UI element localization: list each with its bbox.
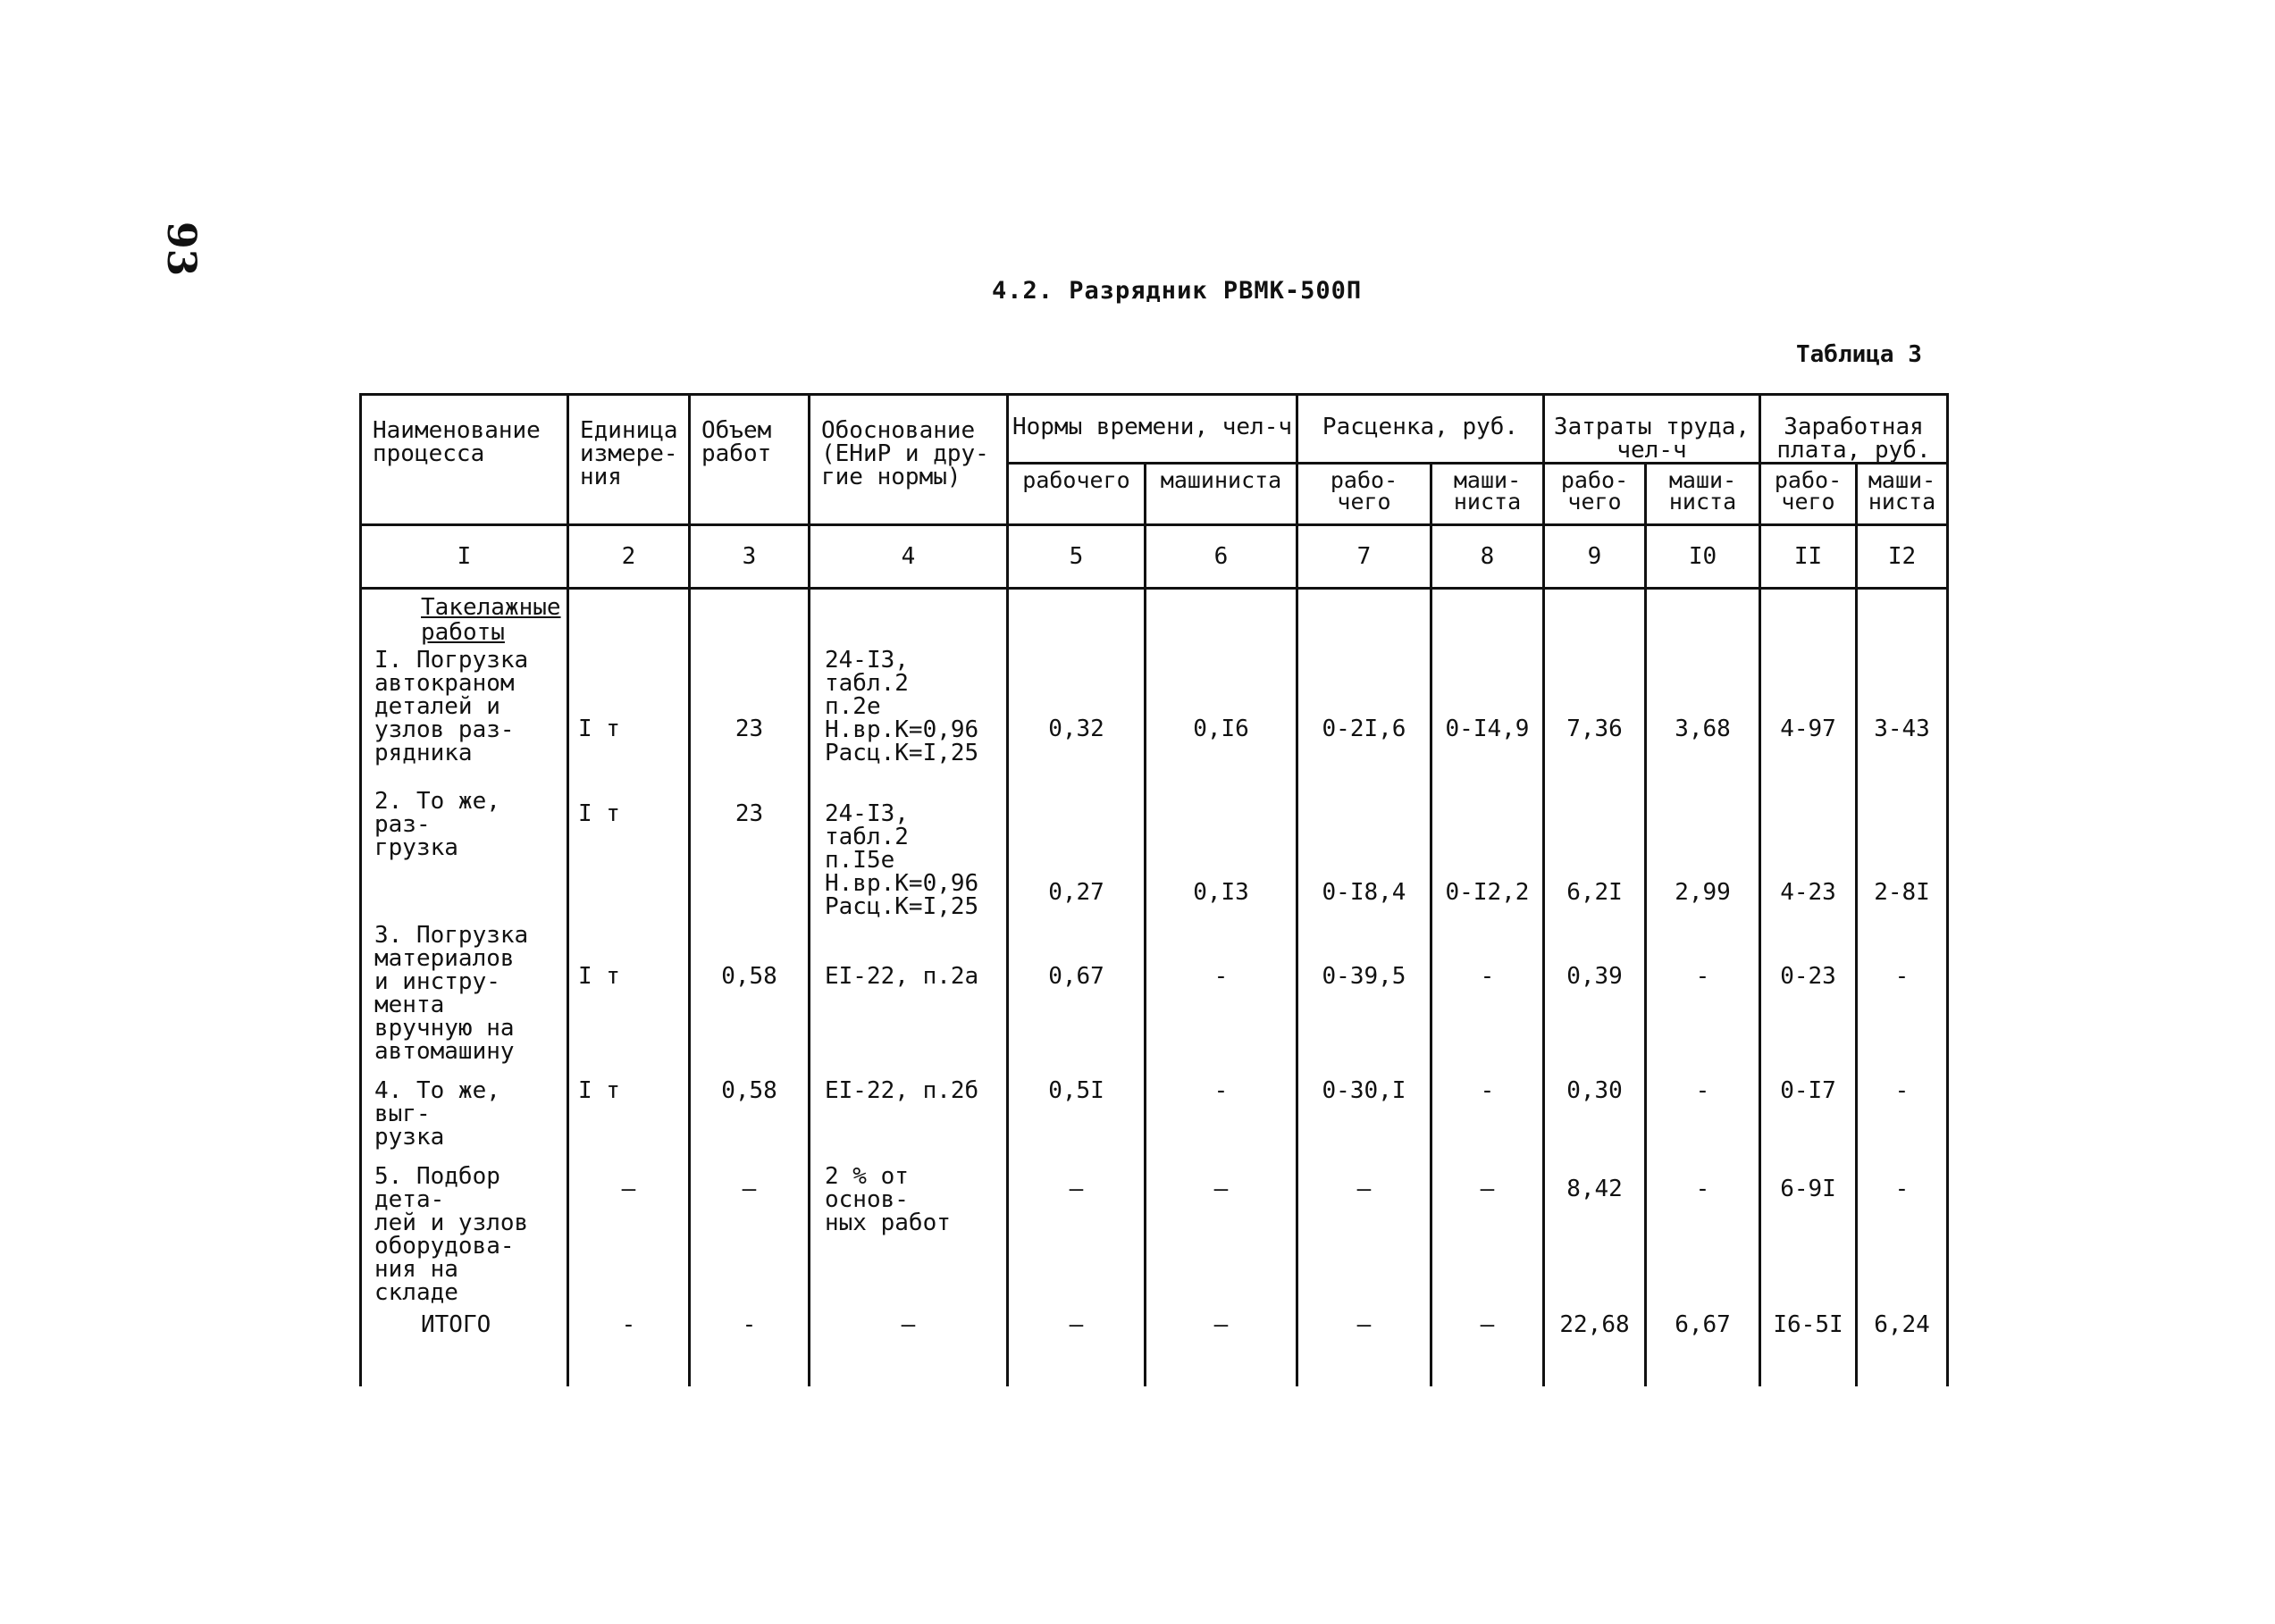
total-label: ИТОГО	[361, 1304, 568, 1386]
sub-rate-machinist: маши- ниста	[1431, 464, 1544, 525]
labor-worker-cell: 6,2I	[1544, 774, 1646, 924]
time-machinist-cell: -	[1146, 1067, 1297, 1149]
wage-worker-cell: 0-I7	[1760, 1067, 1857, 1149]
col-num: 5	[1008, 525, 1146, 589]
wage-machinist-cell: -	[1857, 924, 1948, 1067]
total-unit: -	[568, 1304, 690, 1386]
time-machinist-cell: -	[1146, 924, 1297, 1067]
volume-cell: 0,58	[690, 1067, 810, 1149]
total-rate-worker: –	[1297, 1304, 1431, 1386]
process-name: 5. Подбор дета- лей и узлов оборудова- ния на складе	[361, 1149, 568, 1304]
total-rate-machinist: –	[1431, 1304, 1544, 1386]
col-num: I2	[1857, 525, 1948, 589]
wage-machinist-cell: 3-43	[1857, 649, 1948, 774]
basis-cell: 2 % от основ- ных работ	[810, 1149, 1008, 1304]
rate-worker-cell: –	[1297, 1149, 1431, 1304]
col-num: 6	[1146, 525, 1297, 589]
wage-worker-cell: 0-23	[1760, 924, 1857, 1067]
labor-worker-cell: 7,36	[1544, 649, 1646, 774]
basis-cell: ЕI-22, п.2а	[810, 924, 1008, 1067]
total-wage-machinist: 6,24	[1857, 1304, 1948, 1386]
header-unit: Единица измере- ния	[568, 395, 690, 525]
rate-worker-cell: 0-2I,6	[1297, 649, 1431, 774]
labor-machinist-cell: -	[1646, 1067, 1760, 1149]
labor-machinist-cell: -	[1646, 1149, 1760, 1304]
time-worker-cell: 0,5I	[1008, 1067, 1146, 1149]
col-num: I0	[1646, 525, 1760, 589]
total-time-machinist: –	[1146, 1304, 1297, 1386]
header-labor: Затраты труда, чел-ч	[1544, 395, 1760, 464]
rate-machinist-cell: –	[1431, 1149, 1544, 1304]
rate-machinist-cell: -	[1431, 1067, 1544, 1149]
col-num: 2	[568, 525, 690, 589]
table-label: Таблица 3	[1796, 341, 1922, 368]
section-row	[361, 589, 1948, 649]
header-row-groups	[361, 395, 1948, 464]
header-rates: Расценка, руб.	[1297, 395, 1544, 464]
time-worker-cell: –	[1008, 1149, 1146, 1304]
total-wage-worker: I6-5I	[1760, 1304, 1857, 1386]
col-num: 9	[1544, 525, 1646, 589]
total-volume: -	[690, 1304, 810, 1386]
basis-cell: 24-I3, табл.2 п.I5е Н.вр.К=0,96 Расц.К=I,25	[810, 774, 1008, 924]
volume-cell: 23	[690, 774, 810, 924]
header-basis: Обоснование (ЕНиР и дру- гие нормы)	[810, 395, 1008, 525]
unit-cell: I т	[568, 649, 690, 774]
sub-time-worker: рабочего	[1008, 464, 1146, 525]
table-row	[361, 1067, 1948, 1149]
volume-cell: 0,58	[690, 924, 810, 1067]
table-row	[361, 924, 1948, 1067]
time-machinist-cell: –	[1146, 1149, 1297, 1304]
column-numbers-row	[361, 525, 1948, 589]
time-machinist-cell: 0,I6	[1146, 649, 1297, 774]
process-name: 2. То же, раз- грузка	[361, 774, 568, 924]
labor-machinist-cell: -	[1646, 924, 1760, 1067]
col-num: 4	[810, 525, 1008, 589]
total-row	[361, 1304, 1948, 1386]
time-machinist-cell: 0,I3	[1146, 774, 1297, 924]
unit-cell: –	[568, 1149, 690, 1304]
labor-machinist-cell: 2,99	[1646, 774, 1760, 924]
sub-labor-worker: рабо- чего	[1544, 464, 1646, 525]
total-labor-machinist: 6,67	[1646, 1304, 1760, 1386]
header-volume: Объем работ	[690, 395, 810, 525]
process-name: I. Погрузка автокраном деталей и узлов раз- рядника	[361, 649, 568, 774]
time-worker-cell: 0,32	[1008, 649, 1146, 774]
wage-worker-cell: 6-9I	[1760, 1149, 1857, 1304]
labor-worker-cell: 8,42	[1544, 1149, 1646, 1304]
rate-worker-cell: 0-39,5	[1297, 924, 1431, 1067]
labor-worker-cell: 0,39	[1544, 924, 1646, 1067]
process-name: 4. То же, выг- рузка	[361, 1067, 568, 1149]
total-time-worker: –	[1008, 1304, 1146, 1386]
table-row	[361, 774, 1948, 924]
header-time-norms: Нормы времени, чел-ч	[1008, 395, 1297, 464]
sub-rate-worker: рабо- чего	[1297, 464, 1431, 525]
col-num: 3	[690, 525, 810, 589]
labor-worker-cell: 0,30	[1544, 1067, 1646, 1149]
col-num: I	[361, 525, 568, 589]
header-wages: Заработная плата, руб.	[1760, 395, 1948, 464]
basis-cell: ЕI-22, п.2б	[810, 1067, 1008, 1149]
wage-worker-cell: 4-97	[1760, 649, 1857, 774]
labor-machinist-cell: 3,68	[1646, 649, 1760, 774]
volume-cell: 23	[690, 649, 810, 774]
norms-table	[359, 393, 1949, 1386]
wage-machinist-cell: -	[1857, 1149, 1948, 1304]
wage-machinist-cell: 2-8I	[1857, 774, 1948, 924]
unit-cell: I т	[568, 774, 690, 924]
section-title: Такелажные работы	[361, 589, 568, 649]
rate-machinist-cell: 0-I2,2	[1431, 774, 1544, 924]
col-num: II	[1760, 525, 1857, 589]
header-process: Наименование процесса	[361, 395, 568, 525]
rate-worker-cell: 0-30,I	[1297, 1067, 1431, 1149]
process-name: 3. Погрузка материалов и инстру- мента вручную на автомашину	[361, 924, 568, 1067]
time-worker-cell: 0,67	[1008, 924, 1146, 1067]
sub-labor-machinist: маши- ниста	[1646, 464, 1760, 525]
rate-worker-cell: 0-I8,4	[1297, 774, 1431, 924]
sub-wage-worker: рабо- чего	[1760, 464, 1857, 525]
volume-cell: –	[690, 1149, 810, 1304]
unit-cell: I т	[568, 924, 690, 1067]
wage-machinist-cell: -	[1857, 1067, 1948, 1149]
table-row	[361, 649, 1948, 774]
col-num: 8	[1431, 525, 1544, 589]
total-labor-worker: 22,68	[1544, 1304, 1646, 1386]
time-worker-cell: 0,27	[1008, 774, 1146, 924]
rate-machinist-cell: -	[1431, 924, 1544, 1067]
col-num: 7	[1297, 525, 1431, 589]
sub-time-machinist: машиниста	[1146, 464, 1297, 525]
wage-worker-cell: 4-23	[1760, 774, 1857, 924]
total-basis: –	[810, 1304, 1008, 1386]
rate-machinist-cell: 0-I4,9	[1431, 649, 1544, 774]
page-number: 93	[158, 222, 204, 277]
section-heading: 4.2. Разрядник РВМК-500П	[992, 277, 1363, 305]
sub-wage-machinist: маши- ниста	[1857, 464, 1948, 525]
unit-cell: I т	[568, 1067, 690, 1149]
basis-cell: 24-I3, табл.2 п.2е Н.вр.К=0,96 Расц.К=I,25	[810, 649, 1008, 774]
table-row	[361, 1149, 1948, 1304]
